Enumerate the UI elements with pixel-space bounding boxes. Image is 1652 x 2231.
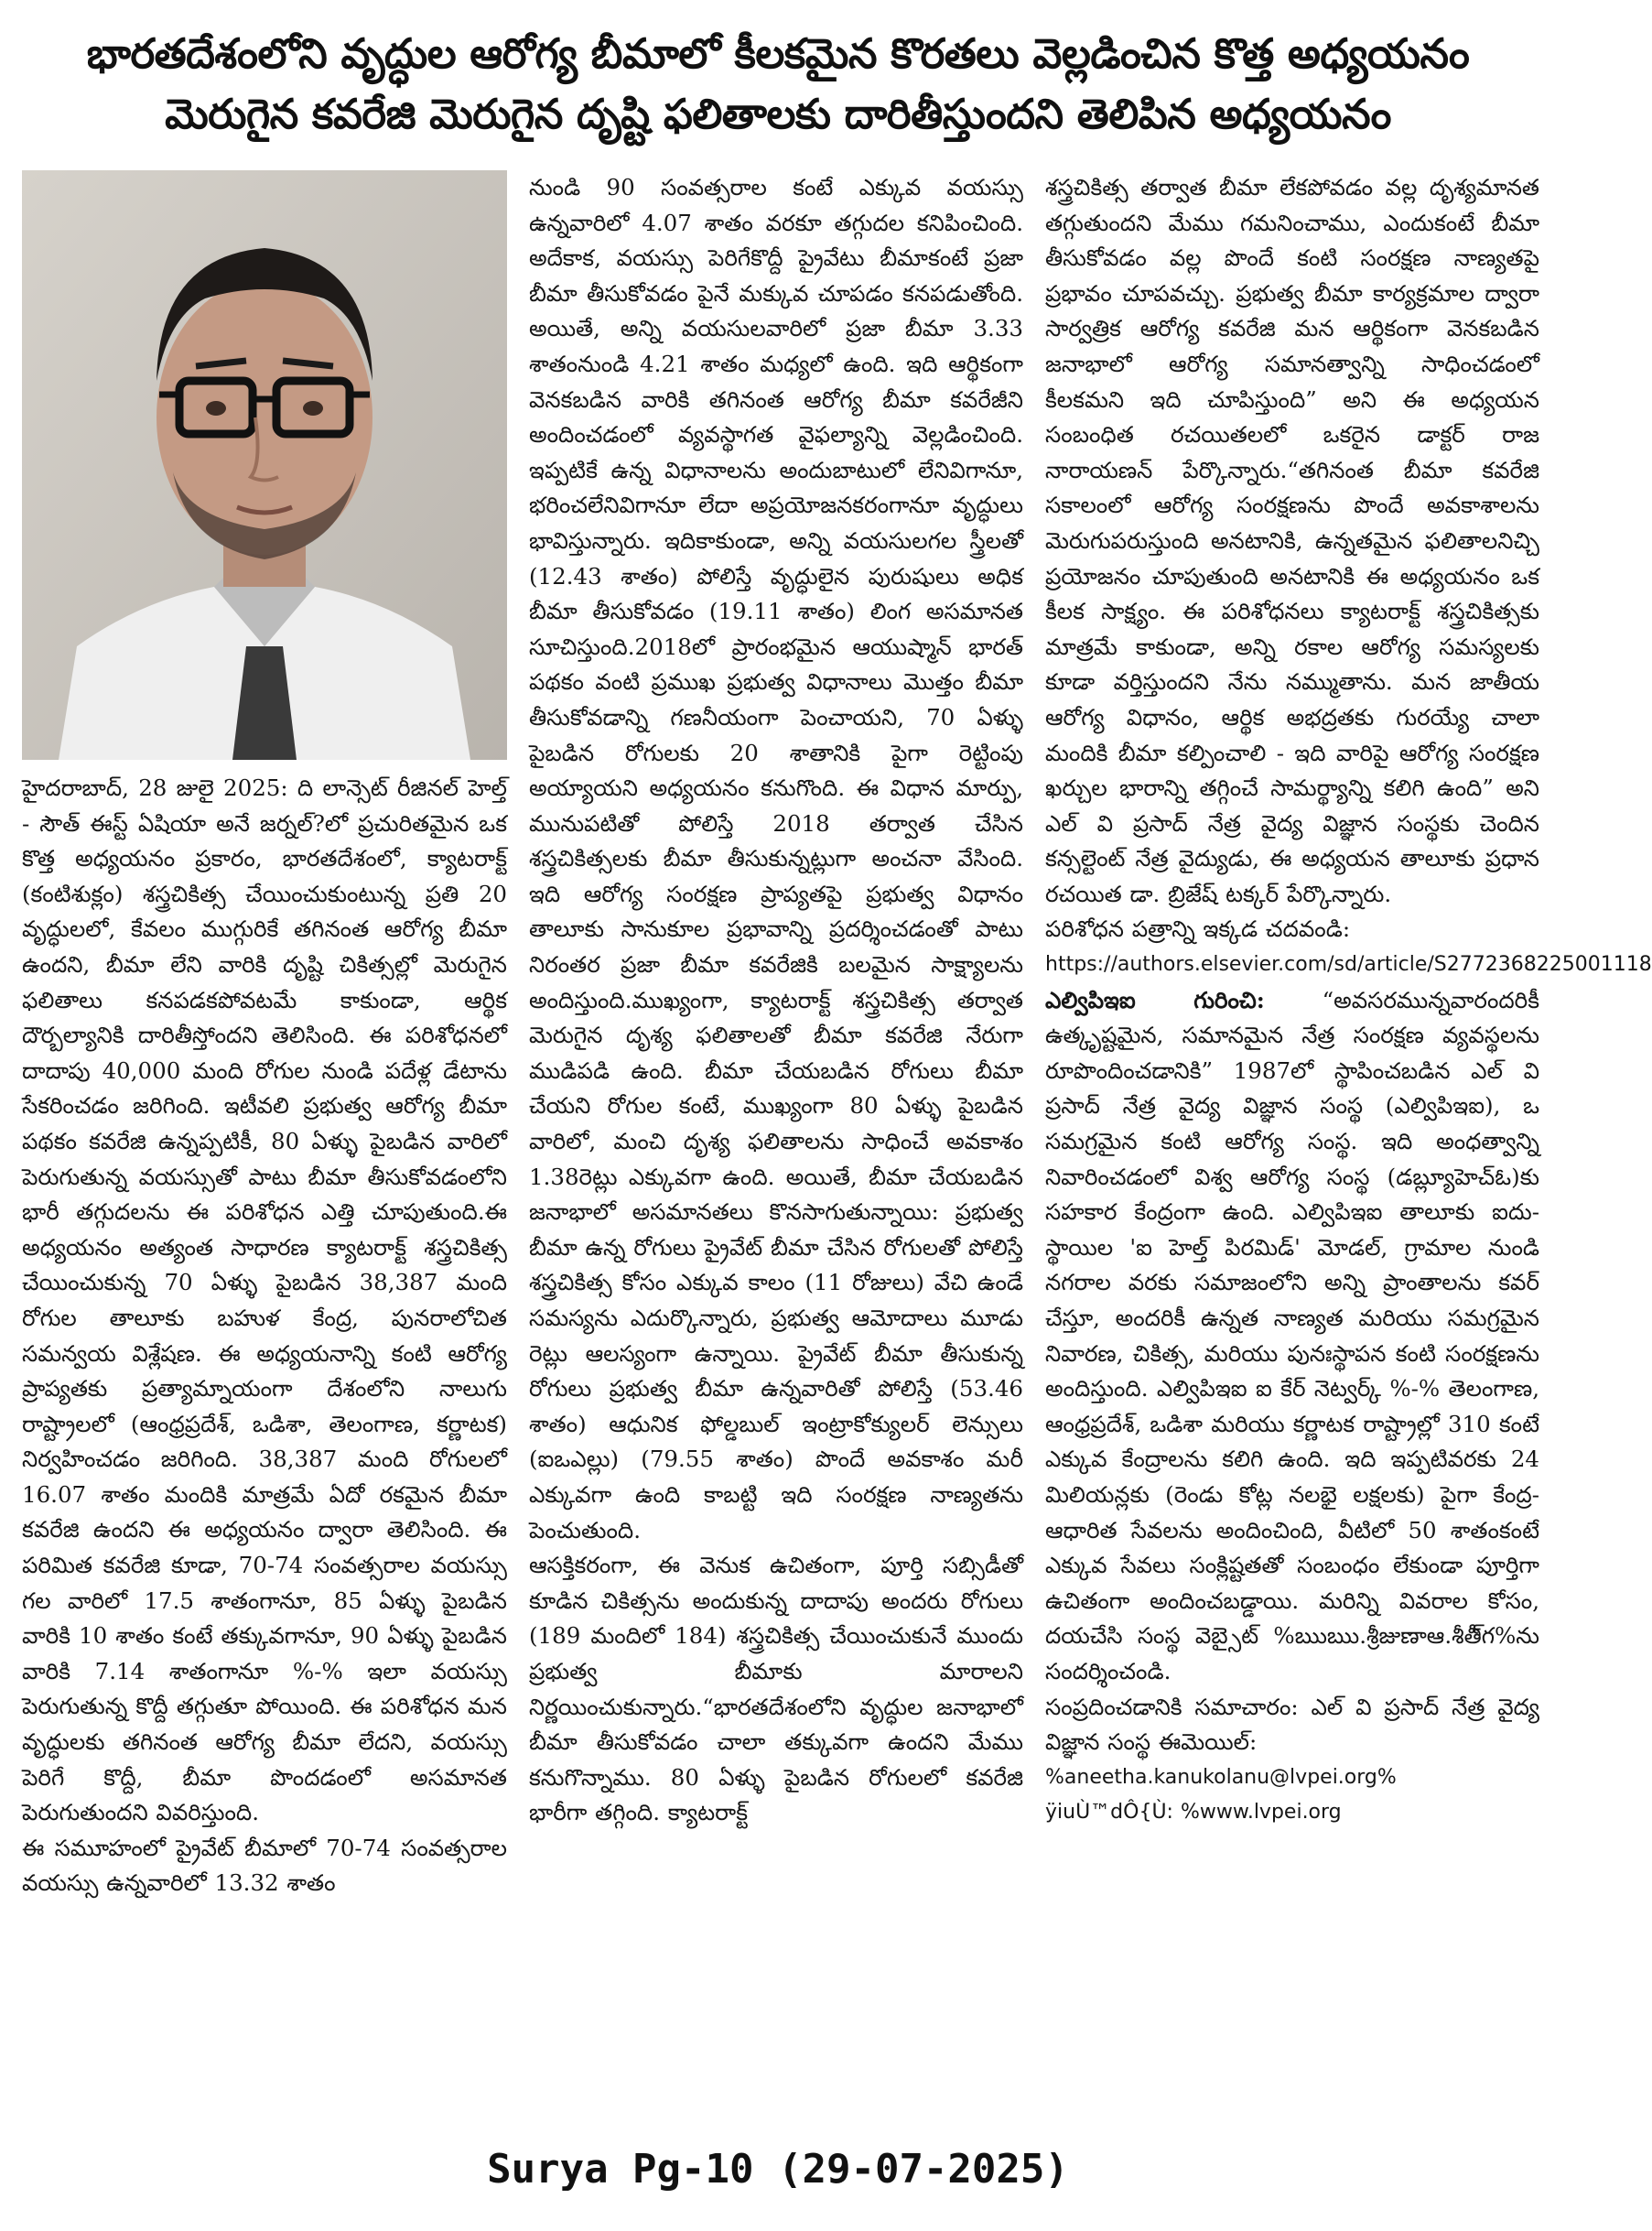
paragraph: ఆసక్తికరంగా, ఈ వెనుక ఉచితంగా, పూర్తి సబ్సిడీతో కూడిన చికిత్సను అందుకున్న దాదాపు అందరు రోగులు (189 మందిలో 184) శస్త్రచికిత్స చేయించుకునే ముందు ప్రభుత్వ బీమాకు మారాలని నిర్ణయించుకున్నారు.“భారతదేశంలోని వృద్ధుల జనాభాలో బీమా తీసుకోవడం చాలా తక్కువగా ఉందని మేము కనుగొన్నాము. 80 ఏళ్ళు పైబడిన రోగులలో కవరేజి భారీగా తగ్గింది. క్యాటరాక్ట్	[529, 1552, 1023, 1826]
headline-line-1: భారతదేశంలోని వృద్ధుల ఆరోగ్య బీమాలో కీలకమైన కొరతలు వెల్లడించిన కొత్త అధ్యయనం	[86, 29, 1470, 78]
paragraph: పరిశోధన పత్రాన్ని ఇక్కడ చదవండి:	[1045, 915, 1351, 943]
paper-link[interactable]: https://authors.elsevier.com/sd/article/S2772368225001118	[1045, 953, 1652, 977]
paragraph: హైదరాబాద్, 28 జులై 2025: ది లాన్సెట్ రీజినల్ హెల్త్ - సౌత్ ఈస్ట్ ఏషియా అనే జర్నల్?లో ప్రచురితమైన ఒక కొత్త అధ్యయనం ప్రకారం, భారతదేశంలో, క్యాటరాక్ట్ (కంటిశుక్లం) శస్త్రచికిత్స చేయించుకుంటున్న ప్రతి 20 వృద్ధులలో, కేవలం ముగ్గురికే తగినంత ఆరోగ్య బీమా ఉందని, బీమా లేని వారికి దృష్టి చికిత్సల్లో మెరుగైన ఫలితాలు కనపడకపోవటమే కాకుండా, ఆర్థిక దౌర్బల్యానికి దారితీస్తోందని తెలిసింది. ఈ పరిశోధనలో దాదాపు 40,000 మంది రోగుల నుండి పదేళ్ల డేటాను సేకరించడం జరిగింది. ఇటీవలి ప్రభుత్వ ఆరోగ్య బీమా పథకం కవరేజి ఉన్నప్పటికీ, 80 ఏళ్ళు పైబడిన వారిలో పెరుగుతున్న వయస్సుతో పాటు బీమా తీసుకోవడంలోని భారీ తగ్గుదలను ఈ పరిశోధన ఎత్తి చూపుతుంది.ఈ అధ్యయనం అత్యంత సాధారణ క్యాటరాక్ట్ శస్త్రచికిత్స చేయించుకున్న 70 ఏళ్ళు పైబడిన 38,387 మంది రోగుల తాలూకు బహుళ కేంద్ర, పునరాలోచిత సమన్వయ విశ్లేషణ. ఈ అధ్యయనాన్ని కంటి ఆరోగ్య ప్రాప్యతకు ప్రత్యామ్నాయంగా దేశంలోని నాలుగు రాష్ట్రాలలో (ఆంధ్రప్రదేశ్, ఒడిశా, తెలంగాణ, కర్ణాటక) నిర్వహించడం జరిగింది. 38,387 మంది రోగులలో 16.07 శాతం మందికి మాత్రమే ఏదో రకమైన బీమా కవరేజి ఉందని ఈ అధ్యయనం ద్వారా తెలిసింది. ఈ పరిమిత కవరేజి కూడా, 70-74 సంవత్సరాల వయస్సు గల వారిలో 17.5 శాతంగానూ, 85 ఏళ్ళు పైబడిన వారికి 10 శాతం కంటే తక్కువగానూ, 90 ఏళ్ళు పైబడిన వారికి 7.14 శాతంగానూ %-% ఇలా వయస్సు పెరుగుతున్న కొద్దీ తగ్గుతూ పోయింది. ఈ పరిశోధన మన వృద్ధులకు తగినంత ఆరోగ్య బీమా లేదని, వయస్సు పెరిగే కొద్దీ, బీమా పొందడంలో అసమానత పెరుగుతుందని వివరిస్తుంది.	[22, 774, 507, 1826]
about-text: “అవసరమున్నవారందరికీ ఉత్కృష్టమైన, సమానమైన నేత్ర సంరక్షణ వ్యవస్థలను రూపొందించడానికి” 1987లో స్థాపించబడిన ఎల్ వి ప్రసాద్ నేత్ర వైద్య విజ్ఞాన సంస్థ (ఎల్విపిఇఐ), ఒ సమగ్రమైన కంటి ఆరోగ్య సంస్థ. ఇది అంధత్వాన్ని నివారించడంలో విశ్వ ఆరోగ్య సంస్థ (డబ్ల్యూహెచ్ఓ)కు సహకార కేంద్రంగా ఉంది. ఎల్విపిఇఐ తాలూకు ఐదు-స్థాయిల 'ఐ హెల్త్ పిరమిడ్' మోడల్, గ్రామాల నుండి నగరాల వరకు సమాజంలోని అన్ని ప్రాంతాలను కవర్ చేస్తూ, అందరికీ ఉన్నత నాణ్యత మరియు సమగ్రమైన నివారణ, చికిత్స, మరియు పునఃస్థాపన కంటి సంరక్షణను అందిస్తుంది. ఎల్విపిఇఐ ఐ కేర్ నెట్వర్క్ %-% తెలంగాణ, ఆంధ్రప్రదేశ్, ఒడిశా మరియు కర్ణాటక రాష్ట్రాల్లో 310 కంటే ఎక్కువ కేంద్రాలను కలిగి ఉంది. ఇది ఇప్పటివరకు 24 మిలియన్లకు (రెండు కోట్ల నలభై లక్షలకు) పైగా కేంద్ర-ఆధారిత సేవలను అందించింది, వీటిలో 50 శాతంకంటే ఎక్కువ సేవలు సంక్లిష్టతతో సంబంధం లేకుండా పూర్తిగా ఉచితంగా అందించబడ్డాయి. మరిన్ని వివరాల కోసం, దయచేసి సంస్థ వెబ్సైట్ %ఋఋ.శ్రీజుణాఆ.శీతీ్గ%ను సందర్శించండి.	[1045, 986, 1539, 1684]
page-footer: Surya Pg-10 (29-07-2025)	[487, 2146, 1069, 2193]
contact-website[interactable]: ÿiuÙ™dÔ{Ù: %www.lvpei.org	[1045, 1801, 1342, 1825]
article-column-1	[22, 170, 507, 2113]
article-column-2	[529, 170, 1023, 2113]
about-heading: ఎల్విపిఇఐ గురించి:	[1045, 986, 1265, 1013]
paragraph: ఈ సమూహంలో ప్రైవేట్ బీమాలో 70-74 సంవత్సరాల వయస్సు ఉన్నవారిలో 13.32 శాతం	[22, 1834, 507, 1897]
contact-line: సంప్రదించడానికి సమాచారం: ఎల్ వి ప్రసాద్ నేత్ర వైద్య విజ్ఞాన సంస్థ ఈమెయిల్:	[1045, 1693, 1539, 1756]
headline-line-2: మెరుగైన కవరేజి మెరుగైన దృష్టి ఫలితాలకు దారితీస్తుందని తెలిపిన అధ్యయనం	[165, 90, 1391, 138]
article-column-3	[1045, 170, 1652, 2113]
author-photo	[22, 170, 507, 760]
paragraph: శస్త్రచికిత్స తర్వాత బీమా లేకపోవడం వల్ల దృశ్యమానత తగ్గుతుందని మేము గమనించాము, ఎందుకంటే బీమా తీసుకోవడం వల్ల పొందే కంటి సంరక్షణ నాణ్యతపై ప్రభావం చూపవచ్చు. ప్రభుత్వ బీమా కార్యక్రమాల ద్వారా సార్వత్రిక ఆరోగ్య కవరేజి మన ఆర్థికంగా వెనకబడిన జనాభాలో ఆరోగ్య సమానత్వాన్ని సాధించడంలో కీలకమని ఇది చూపిస్తుంది” అని ఈ అధ్యయన సంబంధిత రచయితలలో ఒకరైన డాక్టర్ రాజ నారాయణన్ పేర్కొన్నారు.“తగినంత బీమా కవరేజి సకాలంలో ఆరోగ్య సంరక్షణను పొందే అవకాశాలను మెరుగుపరుస్తుంది అనటానికి, ఉన్నతమైన ఫలితాలనిచ్చి ప్రయోజనం చూపుతుంది అనటానికి ఈ అధ్యయనం ఒక కీలక సాక్ష్యం. ఈ పరిశోధనలు క్యాటరాక్ట్ శస్త్రచికిత్సకు మాత్రమే కాకుండా, అన్ని రకాల ఆరోగ్య సమస్యలకు కూడా వర్తిస్తుందని నేను నమ్ముతాను. మన జాతీయ ఆరోగ్య విధానం, ఆర్థిక అభద్రతకు గురయ్యే చాలా మందికి బీమా కల్పించాలి - ఇది వారిపై ఆరోగ్య సంరక్షణ ఖర్చుల భారాన్ని తగ్గించే సామర్థ్యాన్ని కలిగి ఉంది” అని ఎల్ వి ప్రసాద్ నేత్ర వైద్య విజ్ఞాన సంస్థకు చెందిన కన్సల్టెంట్ నేత్ర వైద్యుడు, ఈ అధ్యయన తాలూకు ప్రధాన రచయిత డా. బ్రిజేష్ టక్కర్ పేర్కొన్నారు.	[1045, 174, 1539, 907]
contact-email[interactable]: %aneetha.kanukolanu@lvpei.org%	[1045, 1765, 1397, 1789]
about-paragraph	[1045, 983, 1539, 1690]
paragraph: నుండి 90 సంవత్సరాల కంటే ఎక్కువ వయస్సు ఉన్నవారిలో 4.07 శాతం వరకూ తగ్గుదల కనిపించింది. అదేకాక, వయస్సు పెరిగేకొద్దీ ప్రైవేటు బీమాకంటే ప్రజా బీమా తీసుకోవడం పైనే మక్కువ చూపడం కనపడుతోంది. అయితే, అన్ని వయసులవారిలో ప్రజా బీమా 3.33 శాతంనుండి 4.21 శాతం మధ్యలో ఉంది. ఇది ఆర్థికంగా వెనకబడిన వారికి తగినంత ఆరోగ్య బీమా కవరేజీని అందించడంలో వ్యవస్థాగత వైఫల్యాన్ని వెల్లడించింది. ఇప్పటికే ఉన్న విధానాలను అందుబాటులో లేనివిగానూ, భరించలేనివిగానూ లేదా అప్రయోజనకరంగానూ వృద్ధులు భావిస్తున్నారు. ఇదికాకుండా, అన్ని వయసులగల స్త్రీలతో (12.43 శాతం) పోలిస్తే వృద్ధులైన పురుషులు అధిక బీమా తీసుకోవడం (19.11 శాతం) లింగ అసమానత సూచిస్తుంది.2018లో ప్రారంభమైన ఆయుష్మాన్ భారత్ పథకం వంటి ప్రముఖ ప్రభుత్వ విధానాలు మొత్తం బీమా తీసుకోవడాన్ని గణనీయంగా పెంచాయని, 70 ఏళ్ళు పైబడిన రోగులకు 20 శాతానికి పైగా రెట్టింపు అయ్యాయని అధ్యయనం కనుగొంది. ఈ విధాన మార్పు, మునుపటితో పోలిస్తే 2018 తర్వాత చేసిన శస్త్రచికిత్సలకు బీమా తీసుకున్నట్లుగా అంచనా వేసింది. ఇది ఆరోగ్య సంరక్షణ ప్రాప్యతపై ప్రభుత్వ విధానం తాలూకు సానుకూల ప్రభావాన్ని ప్రదర్శించడంతో పాటు నిరంతర ప్రజా బీమా కవరేజికి బలమైన సాక్ష్యాలను అందిస్తుంది.ముఖ్యంగా, క్యాటరాక్ట్ శస్త్రచికిత్స తర్వాత మెరుగైన దృశ్య ఫలితాలతో బీమా కవరేజి నేరుగా ముడిపడి ఉంది. బీమా చేయబడిన రోగులు బీమా చేయని రోగుల కంటే, ముఖ్యంగా 80 ఏళ్ళు పైబడిన వారిలో, మంచి దృశ్య ఫలితాలను సాధించే అవకాశం 1.38రెట్లు ఎక్కువగా ఉంది. అయితే, బీమా చేయబడిన జనాభాలో అసమానతలు కొనసాగుతున్నాయి: ప్రభుత్వ బీమా ఉన్న రోగులు ప్రైవేట్ బీమా చేసిన రోగులతో పోలిస్తే శస్త్రచికిత్స కోసం ఎక్కువ కాలం (11 రోజులు) వేచి ఉండే సమస్యను ఎదుర్కొన్నారు, ప్రభుత్వ ఆమోదాలు మూడు రెట్లు ఆలస్యంగా ఉన్నాయి. ప్రైవేట్ బీమా తీసుకున్న రోగులు ప్రభుత్వ బీమా ఉన్నవారితో పోలిస్తే (53.46 శాతం) ఆధునిక ఫోల్డబుల్ ఇంట్రాకోక్యులర్ లెన్సులు (ఐఒఎల్లు) (79.55 శాతం) పొందే అవకాశం మరీ ఎక్కువగా ఉంది కాబట్టి ఇది సంరక్షణ నాణ్యతను పెంచుతుంది.	[529, 174, 1023, 1543]
